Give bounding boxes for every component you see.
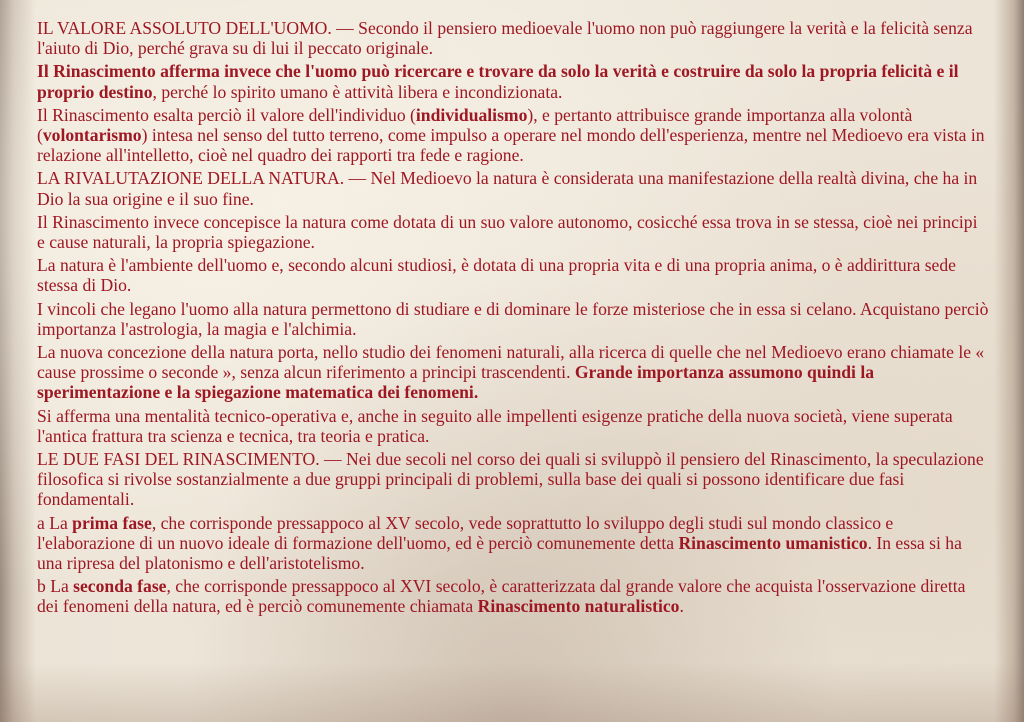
text-run: IL VALORE ASSOLUTO DELL'UOMO. — Secondo il pensiero medioevale l'uomo non può raggiungere la verità e la felicità senza l'aiuto di Dio, perché grava su di lui il peccato originale. xyxy=(37,18,973,59)
text-run: LE DUE FASI DEL RINASCIMENTO. — Nei due secoli nel corso dei quali si sviluppò il pensiero del Rinascimento, la speculazione filosofica si rivolse sostanzialmente a due gruppi principali di problemi, sulla base dei quali si possono identificare due fasi fondamentali. xyxy=(37,449,984,510)
para-individualismo xyxy=(37,105,989,166)
para-seconda-fase xyxy=(37,576,989,616)
text-run: ), e pertanto attribuisce grande importanza alla volontà ( xyxy=(37,104,913,146)
para-prima-fase xyxy=(37,513,989,574)
text-run: . In essa si ha una ripresa del platonismo e dell'aristotelismo. xyxy=(37,532,962,574)
para-mentalita-tecnico xyxy=(37,406,989,446)
para-valore-assoluto xyxy=(37,18,989,58)
bold-text: volontarismo xyxy=(42,125,142,146)
text-run: Il Rinascimento esalta perciò il valore dell'individuo ( xyxy=(37,104,416,125)
text-run: ) intesa nel senso del tutto terreno, come impulso a operare nel mondo dell'esperienza, mentre nel Medioevo era vista in relazione all'intelletto, cioè nel quadro dei rapporti tra fede e ragione. xyxy=(37,125,985,166)
text-run: b La xyxy=(37,576,74,597)
bold-text: seconda fase xyxy=(73,576,167,597)
para-rivalutazione-natura xyxy=(37,168,989,208)
text-run: Si afferma una mentalità tecnico-operativa e, anche in seguito alle impellenti esigenze pratiche della nuova società, viene superata l'antica frattura tra scienza e tecnica, tra teoria e pratica. xyxy=(37,405,953,446)
para-vincoli xyxy=(37,299,989,339)
text-run: La natura è l'ambiente dell'uomo e, secondo alcuni studiosi, è dotata di una propria vita e di una propria anima, o è addirittura sede stessa di Dio. xyxy=(37,255,956,296)
text-run: . xyxy=(679,596,684,617)
bold-text: Grande importanza assumono quindi la sperimentazione e la spiegazione matematica dei fenomeni. xyxy=(37,362,875,403)
para-natura-valore-autonomo xyxy=(37,212,989,252)
text-run: , perché lo spirito umano è attività libera e incondizionata. xyxy=(152,81,563,102)
para-rinascimento-afferma xyxy=(37,61,989,101)
para-nuova-concezione xyxy=(37,342,989,403)
text-run: Il Rinascimento invece concepisce la natura come dotata di un suo valore autonomo, cosicché essa trova in se stessa, cioè nei principi e cause naturali, la propria spiegazione. xyxy=(37,211,978,253)
text-run: LA RIVALUTAZIONE DELLA NATURA. — Nel Medioevo la natura è considerata una manifestazione della realtà divina, che ha in Dio la sua origine e il suo fine. xyxy=(37,168,978,209)
text-run: La nuova concezione della natura porta, nello studio dei fenomeni naturali, alla ricerca di quelle che nel Medioevo erano chiamate le « cause prossime o seconde », senza alcun riferimento a principi trascendenti. xyxy=(37,342,985,383)
document-body xyxy=(37,18,989,620)
bold-text: Il Rinascimento afferma invece che l'uomo può ricercare e trovare da solo la verità e costruire da solo la propria felicità e il proprio destino xyxy=(37,61,959,102)
bold-text: individualismo xyxy=(415,104,528,125)
text-run: , che corrisponde pressappoco al XV secolo, vede soprattutto lo sviluppo degli studi sul mondo classico e l'elaborazione di un nuovo ideale di formazione dell'uomo, ed è perciò comunemente detta xyxy=(37,512,894,553)
para-due-fasi xyxy=(37,449,989,510)
bold-text: prima fase xyxy=(72,512,152,533)
text-run: I vincoli che legano l'uomo alla natura permettono di studiare e di dominare le forze misteriose che in essa si celano. Acquistano perciò importanza l'astrologia, la magia e l'alchimia. xyxy=(37,298,989,339)
text-run: a La xyxy=(37,512,73,533)
text-run: , che corrisponde pressappoco al XVI secolo, è caratterizzata dal grande valore che acquista l'osservazione diretta dei fenomeni della natura, ed è perciò comunemente chiamata xyxy=(37,576,966,617)
bold-text: Rinascimento umanistico xyxy=(678,532,868,553)
bold-text: Rinascimento naturalistico xyxy=(477,596,680,617)
para-natura-ambiente xyxy=(37,255,989,295)
